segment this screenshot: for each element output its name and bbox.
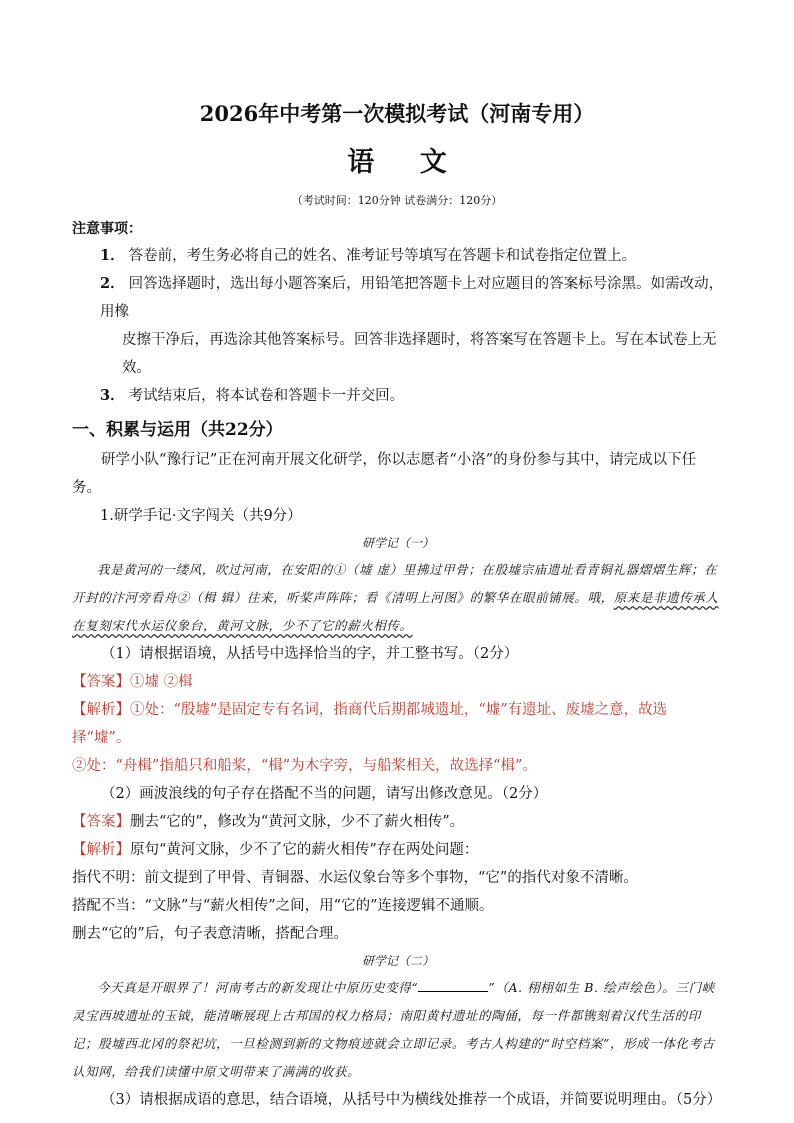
note-number: 3． bbox=[100, 387, 125, 404]
analysis-label: 【解析】 bbox=[72, 702, 130, 718]
record-text-b: ”（A. 栩栩如生 B. 绘声绘色）。三门峡灵宝西坡遗址的玉钺，能清晰展现上古邦国的权力格局；南阳黄村遗址的陶俑，每一件都镌刻着汉代生活的印记；殷墟西北冈的祭祀坑，一旦检测到新的文物痕迹就会立即记录。考古人构建的“时空档案”，形成一体化考古认知网，给我们读懂中原文明带来了满满的收获。 bbox=[72, 980, 715, 1079]
answer-1 bbox=[72, 668, 724, 696]
note-continuation: 皮擦干净后，再选涂其他答案标号。回答非选择题时，将答案写在答题卡上。写在本试卷上无效。 bbox=[122, 332, 717, 376]
note-item bbox=[72, 270, 724, 326]
record-text-a: 今天真是开眼界了！河南考古的新发现让中原历史变得“ bbox=[97, 980, 419, 995]
analysis-text: ①处：“殷墟”是固定专有名词，指商代后期都城遗址，“墟”有遗址、废墟之意，故选择“墟”。 bbox=[72, 702, 668, 746]
answer-2 bbox=[72, 808, 724, 836]
note-text: 回答选择题时，选出每小题答案后，用铅笔把答题卡上对应题目的答案标号涂黑。如需改动，用橡 bbox=[100, 276, 724, 320]
question-3: （3）请根据成语的意思，结合语境，从括号中为横线处推荐一个成语，并简要说明理由。（5分） bbox=[101, 1092, 722, 1108]
task-title: 1.研学手记·文字闯关（共9分） bbox=[100, 508, 302, 524]
answer-label: 【答案】 bbox=[72, 674, 130, 690]
record-title: 研学记（二） bbox=[361, 954, 434, 968]
section-intro: 研学小队“豫行记”正在河南开展文化研学，你以志愿者“小洛”的身份参与其中，请完成以下任务。 bbox=[72, 452, 697, 496]
note-item bbox=[72, 382, 724, 410]
answer-label: 【答案】 bbox=[72, 814, 130, 830]
analysis-text: ②处：“舟楫”指船只和船桨，“楫”为木字旁，与船桨相关，故选择“楫”。 bbox=[72, 758, 537, 774]
notes-heading: 注意事项： bbox=[72, 221, 142, 237]
note-text: 答卷前，考生务必将自己的姓名、准考证号等填写在答题卡和试卷指定位置上。 bbox=[128, 248, 637, 264]
question-1: （1）请根据语境，从括号中选择恰当的字，并工整书写。（2分） bbox=[101, 646, 519, 662]
analysis-label: 【解析】 bbox=[72, 842, 130, 858]
note-item bbox=[72, 242, 724, 270]
subject-title: 语 文 bbox=[347, 147, 465, 178]
exam-content bbox=[72, 216, 724, 1114]
analysis-text: 原句“黄河文脉，少不了它的薪火相传”存在两处问题： bbox=[130, 842, 479, 858]
record-title: 研学记（一） bbox=[361, 536, 434, 550]
analysis-text: 指代不明：前文提到了甲骨、青铜器、水运仪象台等多个事物，“它”的指代对象不清晰。 bbox=[72, 870, 638, 886]
exam-info: （考试时间：120分钟 试卷满分：120分） bbox=[291, 194, 503, 207]
note-number: 1． bbox=[100, 247, 125, 264]
answer-blank bbox=[418, 977, 488, 992]
question-2: （2）画波浪线的句子存在搭配不当的问题，请写出修改意见。（2分） bbox=[101, 786, 548, 802]
record-text-plain: 我是黄河的一缕风，吹过河南，在安阳的①（墟 虚）里拂过甲骨；在殷墟宗庙遗址看青铜礼器熠熠生辉；在开封的汴河旁看舟②（楫 辑）往来，听桨声阵阵；看《清明上河图》的繁华在眼前铺展。哦， bbox=[72, 562, 718, 605]
wavy-sentence: 原来是非遗传承人在复刻宋代水运仪象台，黄河文脉，少不了它的薪火相传。 bbox=[72, 590, 719, 633]
answer-text: ①墟 ②楫 bbox=[130, 674, 193, 690]
analysis-text: 删去“它的”后，句子表意清晰，搭配合理。 bbox=[72, 926, 348, 942]
analysis-1 bbox=[72, 696, 724, 752]
analysis-2 bbox=[72, 836, 724, 864]
record-text bbox=[72, 974, 724, 1086]
note-text: 考试结束后，将本试卷和答题卡一并交回。 bbox=[128, 388, 405, 404]
record-text bbox=[72, 556, 724, 640]
analysis-text: 搭配不当：“文脉”与“薪火相传”之间，用“它的”连接逻辑不通顺。 bbox=[72, 898, 494, 914]
note-number: 2． bbox=[100, 275, 125, 292]
answer-text: 删去“它的”，修改为“黄河文脉，少不了薪火相传”。 bbox=[130, 814, 465, 830]
exam-title: 2026年中考第一次模拟考试（河南专用） bbox=[199, 101, 595, 126]
section-heading: 一、积累与运用（共22分） bbox=[72, 420, 283, 440]
